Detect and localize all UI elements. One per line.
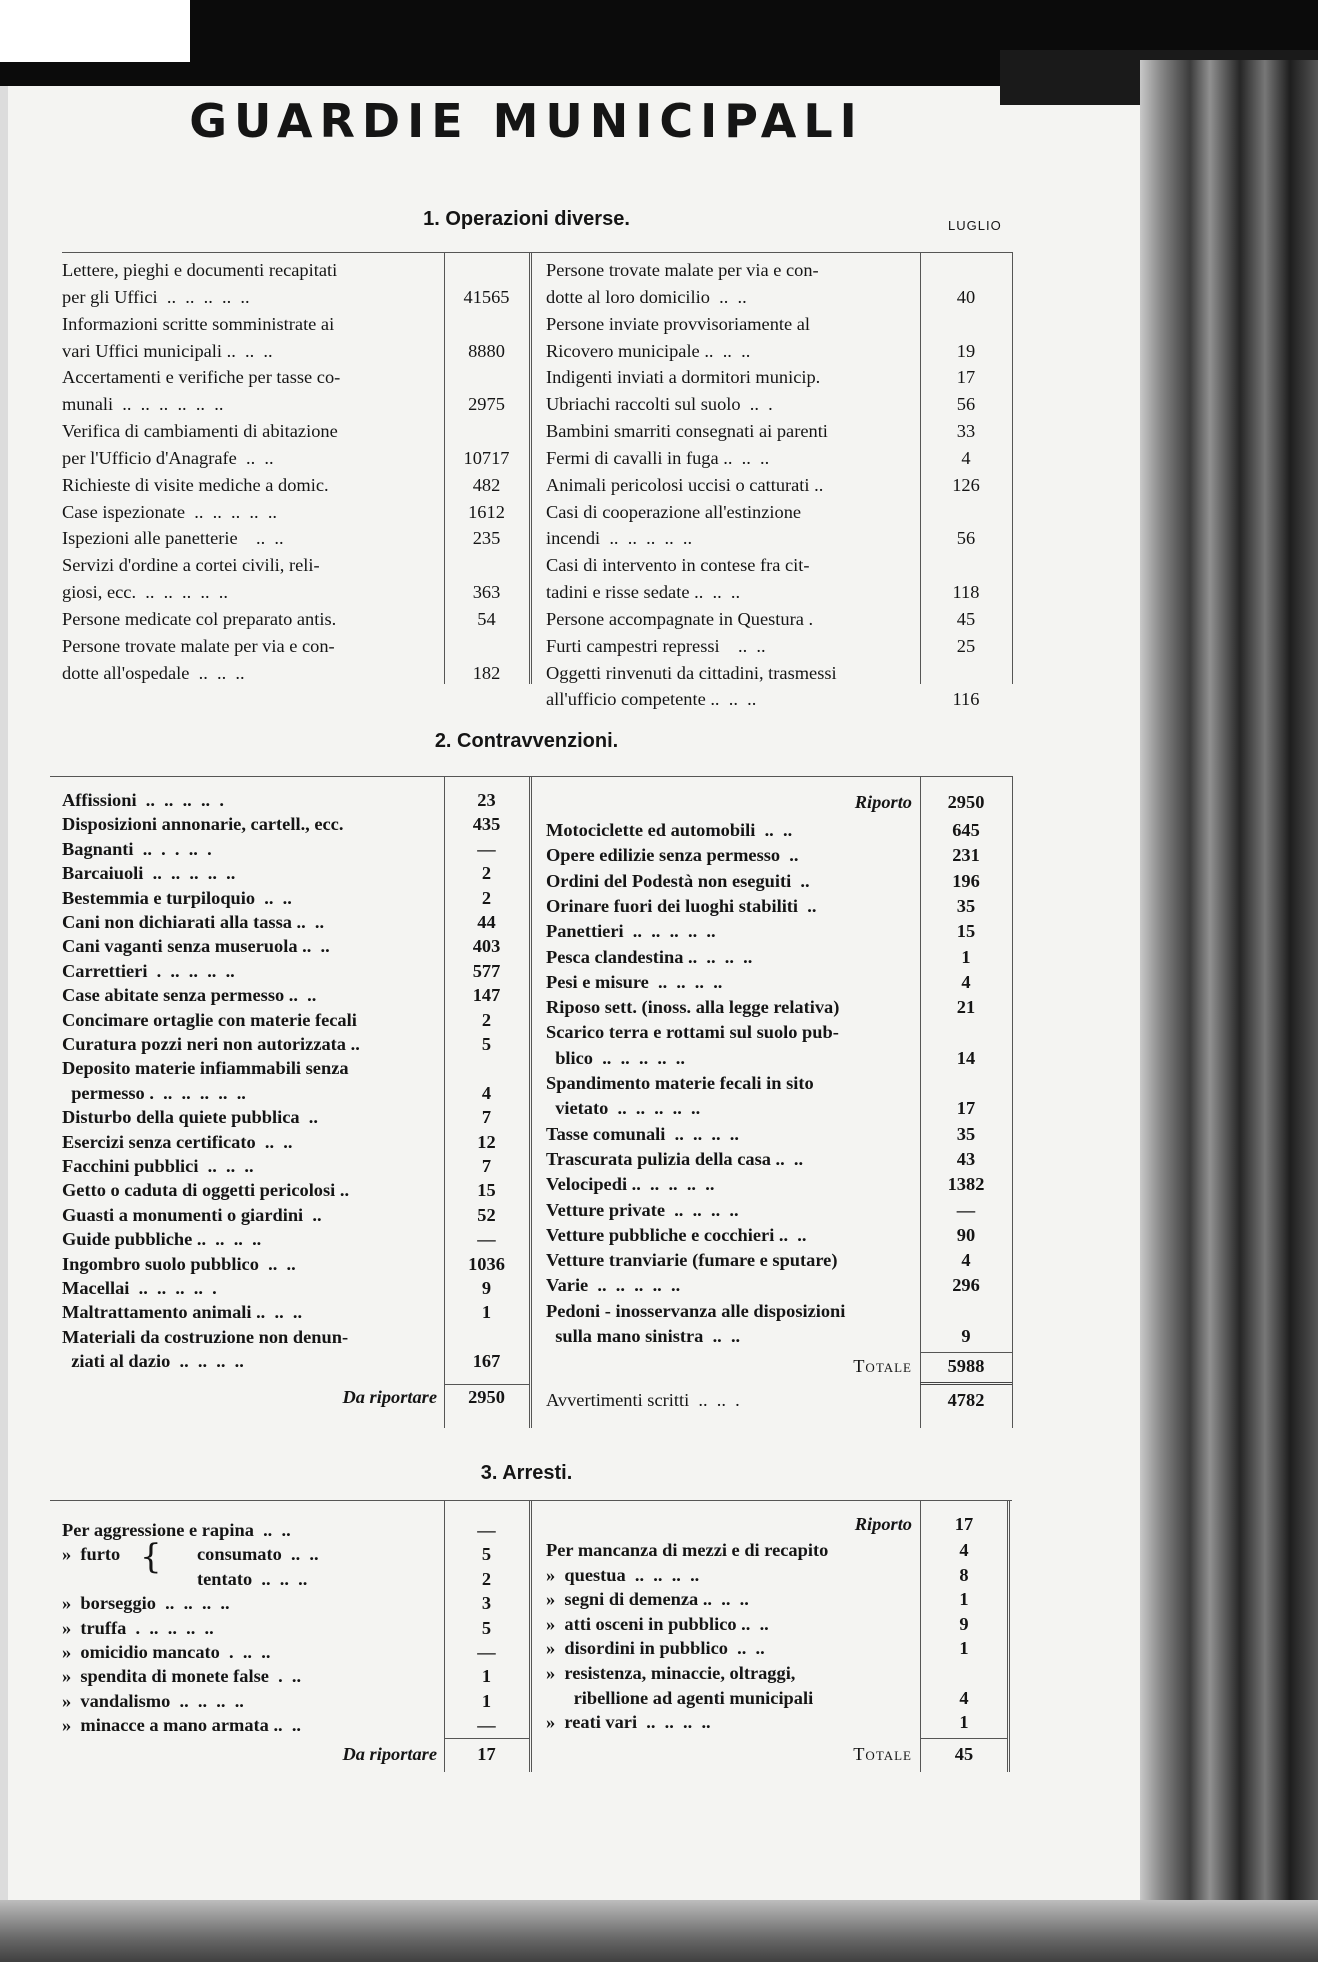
row-value: 363	[472, 582, 501, 603]
furto-brace: {	[140, 1537, 162, 1577]
row-label: » vandalismo .. .. .. ..	[62, 1690, 244, 1711]
row-label: Maltrattamento animali .. .. ..	[62, 1302, 303, 1323]
total-value: 45	[954, 1744, 974, 1764]
row-value: 56	[956, 528, 976, 549]
row-label: Persone accompagnate in Questura .	[546, 608, 814, 629]
row-value: 5	[481, 1544, 492, 1565]
row-label: Spandimento materie fecali in sito	[546, 1073, 814, 1093]
month-label: LUGLIO	[948, 218, 1002, 233]
row-value: 118	[952, 582, 980, 603]
row-value: 126	[952, 474, 980, 495]
row-value: 182	[472, 662, 501, 683]
row-value: 403	[472, 936, 501, 957]
row-value: 15	[477, 1180, 496, 1201]
operazioni-table	[62, 258, 1012, 710]
col-rule	[1012, 776, 1013, 1428]
row-value: 54	[477, 608, 496, 629]
row-value: 5	[481, 1034, 492, 1054]
row-label: permesso . .. .. .. .. ..	[62, 1082, 246, 1103]
row-value: 43	[956, 1148, 976, 1169]
row-value: 21	[956, 997, 976, 1018]
row-label: Vetture pubbliche e cocchieri .. ..	[546, 1224, 807, 1245]
row-label: » borseggio .. .. .. ..	[62, 1593, 230, 1614]
right-carry-label: Riporto	[854, 1514, 912, 1534]
row-label: Opere edilizie senza permesso ..	[546, 845, 799, 866]
row-label: Per aggressione e rapina .. ..	[62, 1520, 291, 1540]
left-total-value: 17	[477, 1744, 496, 1764]
row-value: 4	[961, 971, 971, 992]
scan-left-edge	[0, 86, 8, 1962]
row-value: 9	[959, 1613, 969, 1634]
row-label: Bambini smarriti consegnati ai parenti	[546, 421, 828, 442]
row-label: Esercizi senza certificato .. ..	[62, 1131, 293, 1152]
row-label: Guide pubbliche .. .. .. ..	[62, 1229, 262, 1250]
row-label: Materiali da costruzione non denun-	[62, 1326, 349, 1347]
row-value: 5	[481, 1617, 492, 1638]
subtotal-rule	[444, 1738, 529, 1739]
row-label: Furti campestri repressi .. ..	[546, 635, 766, 656]
col-rule	[529, 776, 532, 1428]
row-value: 4	[481, 1082, 492, 1103]
row-value: 116	[952, 689, 980, 710]
row-label: » questua .. .. .. ..	[546, 1564, 700, 1585]
scan-bottom-band	[0, 1900, 1318, 1962]
row-label: Accertamenti e verifiche per tasse co-	[62, 367, 341, 388]
row-label: Vetture private .. .. .. ..	[546, 1199, 739, 1220]
row-value: 4	[959, 1540, 969, 1560]
row-label: dotte all'ospedale .. .. ..	[62, 662, 245, 683]
row-value: 296	[952, 1275, 980, 1296]
row-label: Persone inviate provvisoriamente al	[546, 313, 811, 334]
row-label: » reati vari .. .. .. ..	[546, 1712, 711, 1733]
row-value: —	[477, 1642, 496, 1662]
row-sublabel: consumato .. ..	[197, 1544, 319, 1565]
row-value: 15	[956, 921, 976, 942]
row-label: Casi di intervento in contese fra cit-	[546, 555, 810, 576]
row-label: ziati al dazio .. .. .. ..	[62, 1351, 244, 1372]
row-label: giosi, ecc. .. .. .. .. ..	[62, 582, 229, 603]
row-label: Curatura pozzi neri non autorizzata ..	[62, 1034, 360, 1054]
row-value: —	[477, 1520, 496, 1540]
row-value: 235	[472, 528, 501, 549]
row-label: vietato .. .. .. .. ..	[546, 1098, 701, 1119]
row-label: Disposizioni annonarie, cartell., ecc.	[62, 814, 344, 835]
section-2-title: 2. Contravvenzioni.	[434, 730, 619, 752]
row-label: ribellione ad agenti municipali	[546, 1687, 814, 1708]
row-value: 167	[472, 1351, 501, 1372]
row-label: Getto o caduta di oggetti pericolosi ..	[62, 1180, 350, 1201]
row-label: incendi .. .. .. .. ..	[546, 528, 693, 549]
row-value: 23	[477, 790, 496, 810]
row-value: 4	[961, 1250, 971, 1271]
row-label: Pesca clandestina .. .. .. ..	[546, 946, 753, 967]
row-label: per gli Uffici .. .. .. .. ..	[62, 286, 250, 307]
row-label: Cani vaganti senza museruola .. ..	[62, 936, 330, 957]
row-label: munali .. .. .. .. .. ..	[62, 394, 224, 415]
row-value: 577	[472, 960, 501, 981]
row-value: 1	[961, 946, 971, 967]
row-label: Ingombro suolo pubblico .. ..	[62, 1253, 296, 1274]
row-label: Disturbo della quiete pubblica ..	[62, 1107, 318, 1128]
row-label: Ispezioni alle panetterie .. ..	[62, 528, 284, 549]
row-label: Varie .. .. .. .. ..	[546, 1275, 681, 1296]
row-value: 4	[959, 1687, 969, 1708]
row-value: 52	[477, 1204, 496, 1225]
row-label: Velocipedi .. .. .. .. ..	[546, 1174, 715, 1195]
row-value: 9	[481, 1278, 492, 1298]
row-sublabel: tentato .. .. ..	[197, 1568, 308, 1589]
row-label: Pesi e misure .. .. .. ..	[546, 971, 723, 992]
row-value: 147	[472, 985, 501, 1006]
row-label: Per mancanza di mezzi e di recapito	[546, 1540, 829, 1560]
row-label: per l'Ufficio d'Anagrafe .. ..	[62, 447, 274, 468]
total-value: 5988	[947, 1356, 985, 1376]
row-value: 8	[959, 1564, 969, 1585]
row-label: » furto	[62, 1544, 121, 1565]
row-value: 2	[481, 887, 492, 908]
row-value: 40	[956, 286, 976, 307]
row-value: —	[477, 1715, 496, 1736]
row-value: 645	[952, 820, 980, 840]
row-label: Persone trovate malate per via e con-	[546, 260, 819, 280]
row-value: 1036	[468, 1253, 505, 1274]
row-value: 33	[956, 421, 976, 442]
row-value: 45	[956, 608, 976, 629]
row-label: Tasse comunali .. .. .. ..	[546, 1123, 739, 1144]
row-label: Scarico terra e rottami sul suolo pub-	[546, 1022, 839, 1043]
row-value: 231	[952, 845, 980, 866]
left-total-label: Da riportare	[342, 1744, 437, 1764]
row-label: Carrettieri . .. .. .. ..	[62, 960, 235, 981]
row-label: Macellai .. .. .. .. .	[62, 1278, 217, 1298]
right-carry-value: 17	[954, 1514, 974, 1534]
row-label: Indigenti inviati a dormitori municip.	[546, 367, 821, 388]
row-value: —	[477, 1229, 496, 1250]
row-label: Servizi d'ordine a cortei civili, reli-	[62, 555, 320, 576]
row-label: Ordini del Podestà non eseguiti ..	[546, 870, 810, 891]
row-value: 1	[481, 1690, 492, 1711]
row-value: 10717	[463, 447, 510, 468]
warnings-value: 4782	[947, 1390, 985, 1410]
row-label: dotte al loro domicilio .. ..	[546, 286, 747, 307]
row-label: Lettere, pieghi e documenti recapitati	[62, 260, 338, 280]
contravvenzioni-table	[62, 788, 1012, 1428]
row-value: 1	[481, 1666, 492, 1687]
row-value: 56	[956, 394, 976, 415]
row-value: —	[477, 838, 496, 859]
scan-top-notch	[0, 0, 190, 62]
row-label: tadini e risse sedate .. .. ..	[546, 582, 741, 603]
row-label: Cani non dichiarati alla tassa .. ..	[62, 912, 325, 932]
row-label: Persone medicate col preparato antis.	[62, 608, 337, 629]
row-label: Facchini pubblici .. .. ..	[62, 1156, 254, 1176]
row-label: sulla mano sinistra .. ..	[546, 1326, 741, 1346]
row-value: 1	[959, 1712, 969, 1733]
row-value: 17	[956, 367, 976, 388]
row-label: » spendita di monete false . ..	[62, 1666, 302, 1687]
row-value: 90	[956, 1224, 976, 1245]
total-label: Totale	[853, 1356, 912, 1376]
row-label: Bagnanti .. . . .. .	[62, 838, 212, 859]
row-label: Ricovero municipale .. .. ..	[546, 340, 751, 361]
right-carry-value: 2950	[947, 792, 985, 812]
row-value: 41565	[463, 286, 510, 307]
row-label: Informazioni scritte somministrate ai	[62, 313, 335, 334]
row-label: Concimare ortaglie con materie fecali	[62, 1009, 357, 1030]
row-label: Case ispezionate .. .. .. .. ..	[62, 501, 278, 522]
row-label: Ubriachi raccolti sul suolo .. .	[546, 394, 773, 415]
row-label: » atti osceni in pubblico .. ..	[546, 1613, 769, 1634]
scan-right-binding-strip	[1140, 60, 1318, 1920]
row-label: Barcaiuoli .. .. .. .. ..	[62, 863, 236, 884]
row-label: Fermi di cavalli in fuga .. .. ..	[546, 447, 770, 468]
total-label: Totale	[853, 1744, 912, 1764]
row-value: 1	[959, 1589, 969, 1610]
total-rule	[920, 1352, 1012, 1353]
row-value: 35	[956, 1123, 976, 1144]
arresti-table	[62, 1512, 1012, 1772]
total-double-rule	[920, 1382, 1012, 1385]
col-rule	[529, 1500, 532, 1772]
left-total-value: 2950	[468, 1387, 505, 1407]
row-value: —	[956, 1199, 976, 1220]
row-value: 44	[477, 912, 496, 932]
row-value: 17	[956, 1098, 976, 1119]
row-label: » omicidio mancato . .. ..	[62, 1642, 271, 1662]
row-value: 35	[956, 895, 976, 916]
row-label: » minacce a mano armata .. ..	[62, 1715, 302, 1736]
row-label: Oggetti rinvenuti da cittadini, trasmessi	[546, 662, 837, 683]
left-total-label: Da riportare	[342, 1387, 437, 1407]
row-value: 1382	[947, 1174, 985, 1195]
row-value: 2	[481, 1568, 492, 1589]
row-value: 14	[956, 1047, 976, 1068]
row-value: 2	[481, 863, 492, 884]
row-label: Panettieri .. .. .. .. ..	[546, 921, 716, 942]
row-label: Motociclette ed automobili .. ..	[546, 820, 793, 840]
total-rule	[920, 1738, 1008, 1739]
row-value: 1	[959, 1638, 969, 1659]
row-value: 19	[956, 340, 976, 361]
row-value: 2	[481, 1009, 492, 1030]
row-label: » resistenza, minaccie, oltraggi,	[546, 1663, 796, 1683]
row-label: Affissioni .. .. .. .. .	[62, 790, 224, 810]
row-label: Animali pericolosi uccisi o catturati ..	[546, 474, 824, 495]
row-label: Trascurata pulizia della casa .. ..	[546, 1148, 804, 1169]
row-value: 196	[952, 870, 980, 891]
row-label: Richieste di visite mediche a domic.	[62, 474, 329, 495]
row-label: vari Uffici municipali .. .. ..	[62, 340, 273, 361]
row-label: Casi di cooperazione all'estinzione	[546, 501, 802, 522]
row-label: Verifica di cambiamenti di abitazione	[62, 421, 338, 442]
row-label: Persone trovate malate per via e con-	[62, 635, 335, 656]
row-label: Orinare fuori dei luoghi stabiliti ..	[546, 895, 817, 916]
row-value: 1	[481, 1302, 492, 1323]
row-value: 7	[481, 1156, 492, 1176]
row-label: » disordini in pubblico .. ..	[546, 1638, 765, 1659]
row-label: Vetture tranviarie (fumare e sputare)	[546, 1250, 838, 1271]
row-label: blico .. .. .. .. ..	[546, 1047, 685, 1068]
row-label: Riposo sett. (inoss. alla legge relativa)	[546, 997, 840, 1018]
page-title: GUARDIE MUNICIPALI	[189, 94, 864, 148]
row-value: 8880	[468, 340, 505, 361]
section-1-title: 1. Operazioni diverse.	[423, 208, 630, 230]
row-value: 2975	[468, 394, 505, 415]
row-value: 3	[481, 1593, 492, 1614]
col-rule	[529, 252, 532, 684]
section-3-title: 3. Arresti.	[480, 1462, 573, 1484]
row-label: » truffa . .. .. .. ..	[62, 1617, 214, 1638]
col-rule	[1012, 252, 1013, 684]
row-value: 1612	[468, 501, 505, 522]
row-label: Deposito materie infiammabili senza	[62, 1058, 349, 1079]
row-value: 4	[961, 447, 971, 468]
warnings-label: Avvertimenti scritti .. .. .	[546, 1390, 740, 1410]
row-label: all'ufficio competente .. .. ..	[546, 689, 757, 710]
right-carry-label: Riporto	[854, 792, 912, 812]
row-value: 9	[961, 1326, 971, 1346]
row-value: 482	[472, 474, 501, 495]
row-label: Case abitate senza permesso .. ..	[62, 985, 317, 1006]
row-label: » segni di demenza .. .. ..	[546, 1589, 749, 1610]
row-value: 7	[481, 1107, 492, 1128]
row-label: Guasti a monumenti o giardini ..	[62, 1204, 322, 1225]
row-value: 25	[956, 635, 976, 656]
row-value: 12	[477, 1131, 496, 1152]
row-label: Bestemmia e turpiloquio .. ..	[62, 887, 292, 908]
row-label: Pedoni - inosservanza alle disposizioni	[546, 1300, 846, 1321]
table-top-rule	[62, 252, 1012, 253]
row-value: 435	[472, 814, 501, 835]
